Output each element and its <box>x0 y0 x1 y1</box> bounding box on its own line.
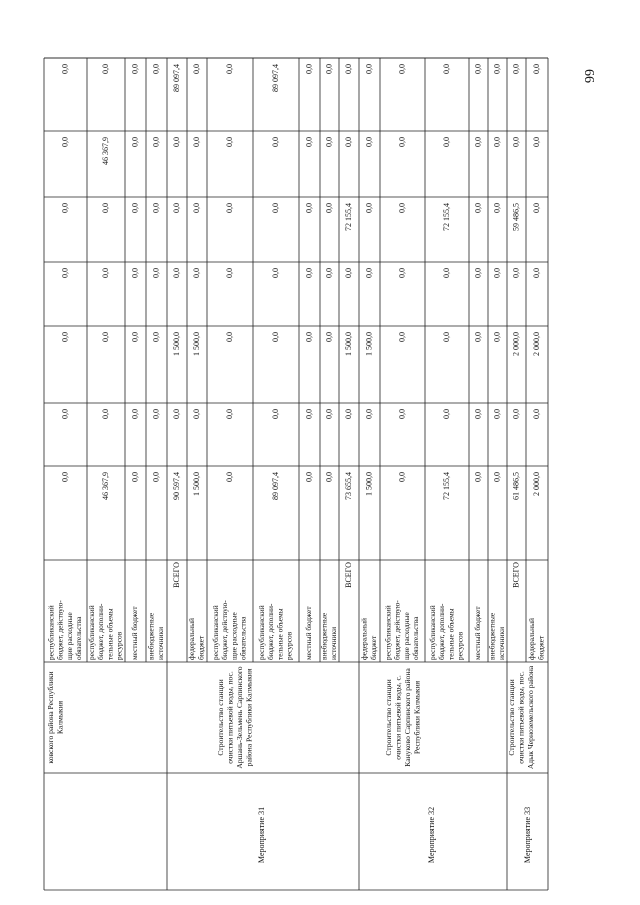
budget-value-cell: 0,0 <box>473 137 483 147</box>
budget-value-cell: 1 500,0 <box>364 472 374 496</box>
budget-value-cell: 0,0 <box>224 332 234 342</box>
object-description: Строительство станции <box>383 679 393 756</box>
budget-value-cell: 0,0 <box>151 268 161 278</box>
budget-source-label: обязательства <box>238 616 248 660</box>
budget-value-cell: 0,0 <box>511 268 521 278</box>
budget-value-cell: 0,0 <box>364 64 374 74</box>
budget-value-cell: 0,0 <box>304 332 314 342</box>
budget-value-cell: 0,0 <box>191 203 201 213</box>
budget-value-cell: 2 000,0 <box>531 332 541 356</box>
budget-value-cell: 0,0 <box>60 268 70 278</box>
budget-value-cell: 0,0 <box>397 64 407 74</box>
budget-source-label: федеральный <box>527 618 537 660</box>
budget-value-cell: 0,0 <box>191 64 201 74</box>
budget-value-cell: 0,0 <box>531 64 541 74</box>
budget-value-cell: 0,0 <box>441 332 451 342</box>
budget-source-label: тельные объемы <box>275 608 285 660</box>
budget-source-label: ресурсов <box>284 631 294 660</box>
budget-value-cell: 0,0 <box>151 409 161 419</box>
budget-source-label: федеральный <box>359 618 369 660</box>
budget-value-cell: 0,0 <box>224 472 234 482</box>
budget-source-label: внебюджетные <box>487 612 497 660</box>
budget-value-cell: 0,0 <box>397 203 407 213</box>
budget-source-label: щие расходные <box>64 612 74 660</box>
object-description: очистки питьевой воды, с. <box>393 675 403 760</box>
budget-value-cell: 0,0 <box>60 203 70 213</box>
budget-source-label: федеральный <box>187 618 197 660</box>
object-description: Калмыкия <box>55 700 65 735</box>
budget-value-cell: 0,0 <box>441 137 451 147</box>
budget-value-cell: 0,0 <box>492 64 502 74</box>
budget-value-cell: 73 655,4 <box>343 472 353 500</box>
budget-value-cell: 0,0 <box>130 332 140 342</box>
budget-source-label: республиканский <box>383 605 393 660</box>
budget-value-cell: 0,0 <box>171 268 181 278</box>
budget-value-cell: 0,0 <box>224 409 234 419</box>
budget-value-cell: 0,0 <box>224 64 234 74</box>
object-description: Кануково Сарпинского района <box>402 668 412 767</box>
budget-value-cell: 0,0 <box>397 137 407 147</box>
budget-value-cell: 46 367,9 <box>100 137 110 165</box>
budget-source-label: местный бюджет <box>304 606 314 660</box>
budget-source-label: обязательства <box>74 616 84 660</box>
budget-source-label: бюджет, дополни- <box>266 603 276 660</box>
budget-value-cell: 0,0 <box>364 203 374 213</box>
activity-label: Мероприятие 32 <box>426 806 436 864</box>
budget-total-label: ВСЕГО <box>171 562 181 588</box>
budget-value-cell: 0,0 <box>511 64 521 74</box>
budget-value-cell: 0,0 <box>130 137 140 147</box>
budget-source-label: республиканский <box>46 605 56 660</box>
budget-value-cell: 0,0 <box>473 332 483 342</box>
budget-value-cell: 0,0 <box>511 137 521 147</box>
budget-value-cell: 0,0 <box>130 64 140 74</box>
budget-value-cell: 89 097,4 <box>270 64 280 92</box>
budget-value-cell: 0,0 <box>324 137 334 147</box>
budget-source-label: бюджет, дополни- <box>96 603 106 660</box>
budget-value-cell: 0,0 <box>304 472 314 482</box>
budget-value-cell: 0,0 <box>531 203 541 213</box>
budget-value-cell: 1 500,0 <box>191 472 201 496</box>
budget-value-cell: 0,0 <box>364 268 374 278</box>
budget-value-cell: 0,0 <box>441 268 451 278</box>
budget-value-cell: 0,0 <box>343 137 353 147</box>
budget-value-cell: 0,0 <box>473 64 483 74</box>
budget-value-cell: 0,0 <box>397 409 407 419</box>
budget-value-cell: 0,0 <box>397 332 407 342</box>
budget-value-cell: 0,0 <box>100 332 110 342</box>
budget-total-label: ВСЕГО <box>343 562 353 588</box>
budget-value-cell: 59 486,5 <box>511 203 521 231</box>
budget-value-cell: 0,0 <box>151 137 161 147</box>
budget-value-cell: 90 597,4 <box>171 472 181 500</box>
budget-value-cell: 0,0 <box>324 409 334 419</box>
budget-value-cell: 0,0 <box>492 472 502 482</box>
budget-value-cell: 0,0 <box>397 268 407 278</box>
budget-value-cell: 0,0 <box>151 472 161 482</box>
page-number: 66 <box>581 69 596 83</box>
budget-source-label: ресурсов <box>114 631 124 660</box>
budget-value-cell: 0,0 <box>492 409 502 419</box>
budget-source-label: щие расходные <box>229 612 239 660</box>
budget-value-cell: 0,0 <box>304 203 314 213</box>
budget-value-cell: 0,0 <box>492 137 502 147</box>
budget-value-cell: 0,0 <box>441 409 451 419</box>
budget-value-cell: 0,0 <box>304 137 314 147</box>
budget-value-cell: 0,0 <box>151 203 161 213</box>
budget-value-cell: 0,0 <box>191 268 201 278</box>
budget-value-cell: 0,0 <box>324 268 334 278</box>
budget-source-label: ресурсов <box>455 631 465 660</box>
budget-source-label: тельные объемы <box>446 608 456 660</box>
budget-value-cell: 0,0 <box>304 64 314 74</box>
budget-value-cell: 0,0 <box>343 268 353 278</box>
object-description: Строительство станции <box>506 679 516 756</box>
budget-value-cell: 1 500,0 <box>364 332 374 356</box>
budget-source-label: республиканский <box>210 605 220 660</box>
budget-source-label: обязательства <box>411 616 421 660</box>
budget-value-cell: 0,0 <box>270 137 280 147</box>
budget-value-cell: 89 097,4 <box>270 472 280 500</box>
object-description: ковского района Республики <box>45 671 55 764</box>
budget-source-label: бюджет <box>196 635 206 660</box>
table-cells <box>46 64 546 863</box>
budget-value-cell: 72 155,4 <box>441 472 451 500</box>
budget-source-label: внебюджетные <box>146 612 156 660</box>
budget-source-label: источники <box>155 626 165 660</box>
activity-label: Мероприятие 33 <box>522 806 532 864</box>
budget-source-label: бюджет, дополни- <box>437 603 447 660</box>
budget-value-cell: 1 500,0 <box>171 332 181 356</box>
budget-value-cell: 1 500,0 <box>191 332 201 356</box>
budget-total-label: ВСЕГО <box>511 562 521 588</box>
budget-value-cell: 0,0 <box>324 64 334 74</box>
budget-source-label: источники <box>496 626 506 660</box>
budget-source-label: бюджет, действую- <box>220 600 230 660</box>
budget-value-cell: 0,0 <box>60 64 70 74</box>
budget-value-cell: 0,0 <box>130 268 140 278</box>
budget-value-cell: 0,0 <box>304 409 314 419</box>
object-description: очистки питьевой воды, пос. <box>225 671 235 764</box>
budget-value-cell: 0,0 <box>324 332 334 342</box>
budget-value-cell: 0,0 <box>171 203 181 213</box>
budget-source-label: бюджет, действую- <box>55 600 65 660</box>
budget-value-cell: 0,0 <box>324 472 334 482</box>
budget-value-cell: 0,0 <box>60 409 70 419</box>
budget-value-cell: 0,0 <box>100 203 110 213</box>
budget-source-label: источники <box>328 626 338 660</box>
budget-value-cell: 72 155,4 <box>441 203 451 231</box>
budget-value-cell: 0,0 <box>171 409 181 419</box>
budget-value-cell: 0,0 <box>324 203 334 213</box>
budget-value-cell: 0,0 <box>171 137 181 147</box>
budget-value-cell: 0,0 <box>224 203 234 213</box>
budget-value-cell: 0,0 <box>270 268 280 278</box>
budget-value-cell: 1 500,0 <box>343 332 353 356</box>
budget-value-cell: 0,0 <box>100 64 110 74</box>
budget-value-cell: 0,0 <box>473 409 483 419</box>
budget-source-label: республиканский <box>427 605 437 660</box>
budget-value-cell: 0,0 <box>441 64 451 74</box>
budget-value-cell: 0,0 <box>473 203 483 213</box>
budget-value-cell: 0,0 <box>343 64 353 74</box>
budget-value-cell: 0,0 <box>531 137 541 147</box>
budget-value-cell: 0,0 <box>492 268 502 278</box>
budget-source-label: местный бюджет <box>130 606 140 660</box>
budget-value-cell: 2 000,0 <box>511 332 521 356</box>
budget-source-label: республиканский <box>86 605 96 660</box>
budget-value-cell: 0,0 <box>130 203 140 213</box>
budget-value-cell: 0,0 <box>130 472 140 482</box>
budget-value-cell: 0,0 <box>364 409 374 419</box>
budget-value-cell: 0,0 <box>473 472 483 482</box>
budget-value-cell: 0,0 <box>531 409 541 419</box>
budget-value-cell: 0,0 <box>224 268 234 278</box>
budget-value-cell: 89 097,4 <box>171 64 181 92</box>
budget-source-label: щие расходные <box>401 612 411 660</box>
object-description: Строительство станции <box>215 679 225 756</box>
budget-source-label: местный бюджет <box>473 606 483 660</box>
budget-source-label: бюджет, действую- <box>392 600 402 660</box>
budget-value-cell: 2 000,0 <box>531 472 541 496</box>
budget-value-cell: 0,0 <box>60 137 70 147</box>
budget-value-cell: 0,0 <box>151 332 161 342</box>
budget-value-cell: 72 155,4 <box>343 203 353 231</box>
budget-value-cell: 0,0 <box>151 64 161 74</box>
budget-source-label: бюджет <box>536 635 546 660</box>
activity-label: Мероприятие 31 <box>256 806 266 864</box>
budget-value-cell: 0,0 <box>304 268 314 278</box>
budget-value-cell: 0,0 <box>100 268 110 278</box>
budget-source-label: республиканский <box>256 605 266 660</box>
budget-value-cell: 0,0 <box>492 332 502 342</box>
budget-value-cell: 0,0 <box>191 409 201 419</box>
budget-value-cell: 0,0 <box>270 409 280 419</box>
budget-value-cell: 0,0 <box>343 409 353 419</box>
budget-value-cell: 0,0 <box>100 409 110 419</box>
budget-value-cell: 0,0 <box>531 268 541 278</box>
budget-value-cell: 0,0 <box>364 137 374 147</box>
object-description: Адык Черноземельского района <box>525 665 535 770</box>
budget-value-cell: 0,0 <box>60 472 70 482</box>
budget-source-label: внебюджетные <box>319 612 329 660</box>
object-description: Аршань-Зельмень Сарпинского <box>234 666 244 769</box>
budget-value-cell: 0,0 <box>270 332 280 342</box>
budget-source-label: тельные объемы <box>105 608 115 660</box>
object-description: Республики Калмыкия <box>412 680 422 755</box>
budget-value-cell: 0,0 <box>397 472 407 482</box>
budget-value-cell: 0,0 <box>191 137 201 147</box>
budget-value-cell: 0,0 <box>224 137 234 147</box>
object-description: очистки питьевой воды, пос. <box>516 671 526 764</box>
budget-value-cell: 0,0 <box>511 409 521 419</box>
budget-value-cell: 0,0 <box>492 203 502 213</box>
object-description: района Республики Калмыкия <box>244 668 254 767</box>
budget-value-cell: 0,0 <box>60 332 70 342</box>
budget-value-cell: 0,0 <box>473 268 483 278</box>
budget-source-label: бюджет <box>368 635 378 660</box>
budget-value-cell: 0,0 <box>270 203 280 213</box>
budget-value-cell: 61 486,5 <box>511 472 521 500</box>
budget-value-cell: 46 367,9 <box>100 472 110 500</box>
budget-value-cell: 0,0 <box>130 409 140 419</box>
